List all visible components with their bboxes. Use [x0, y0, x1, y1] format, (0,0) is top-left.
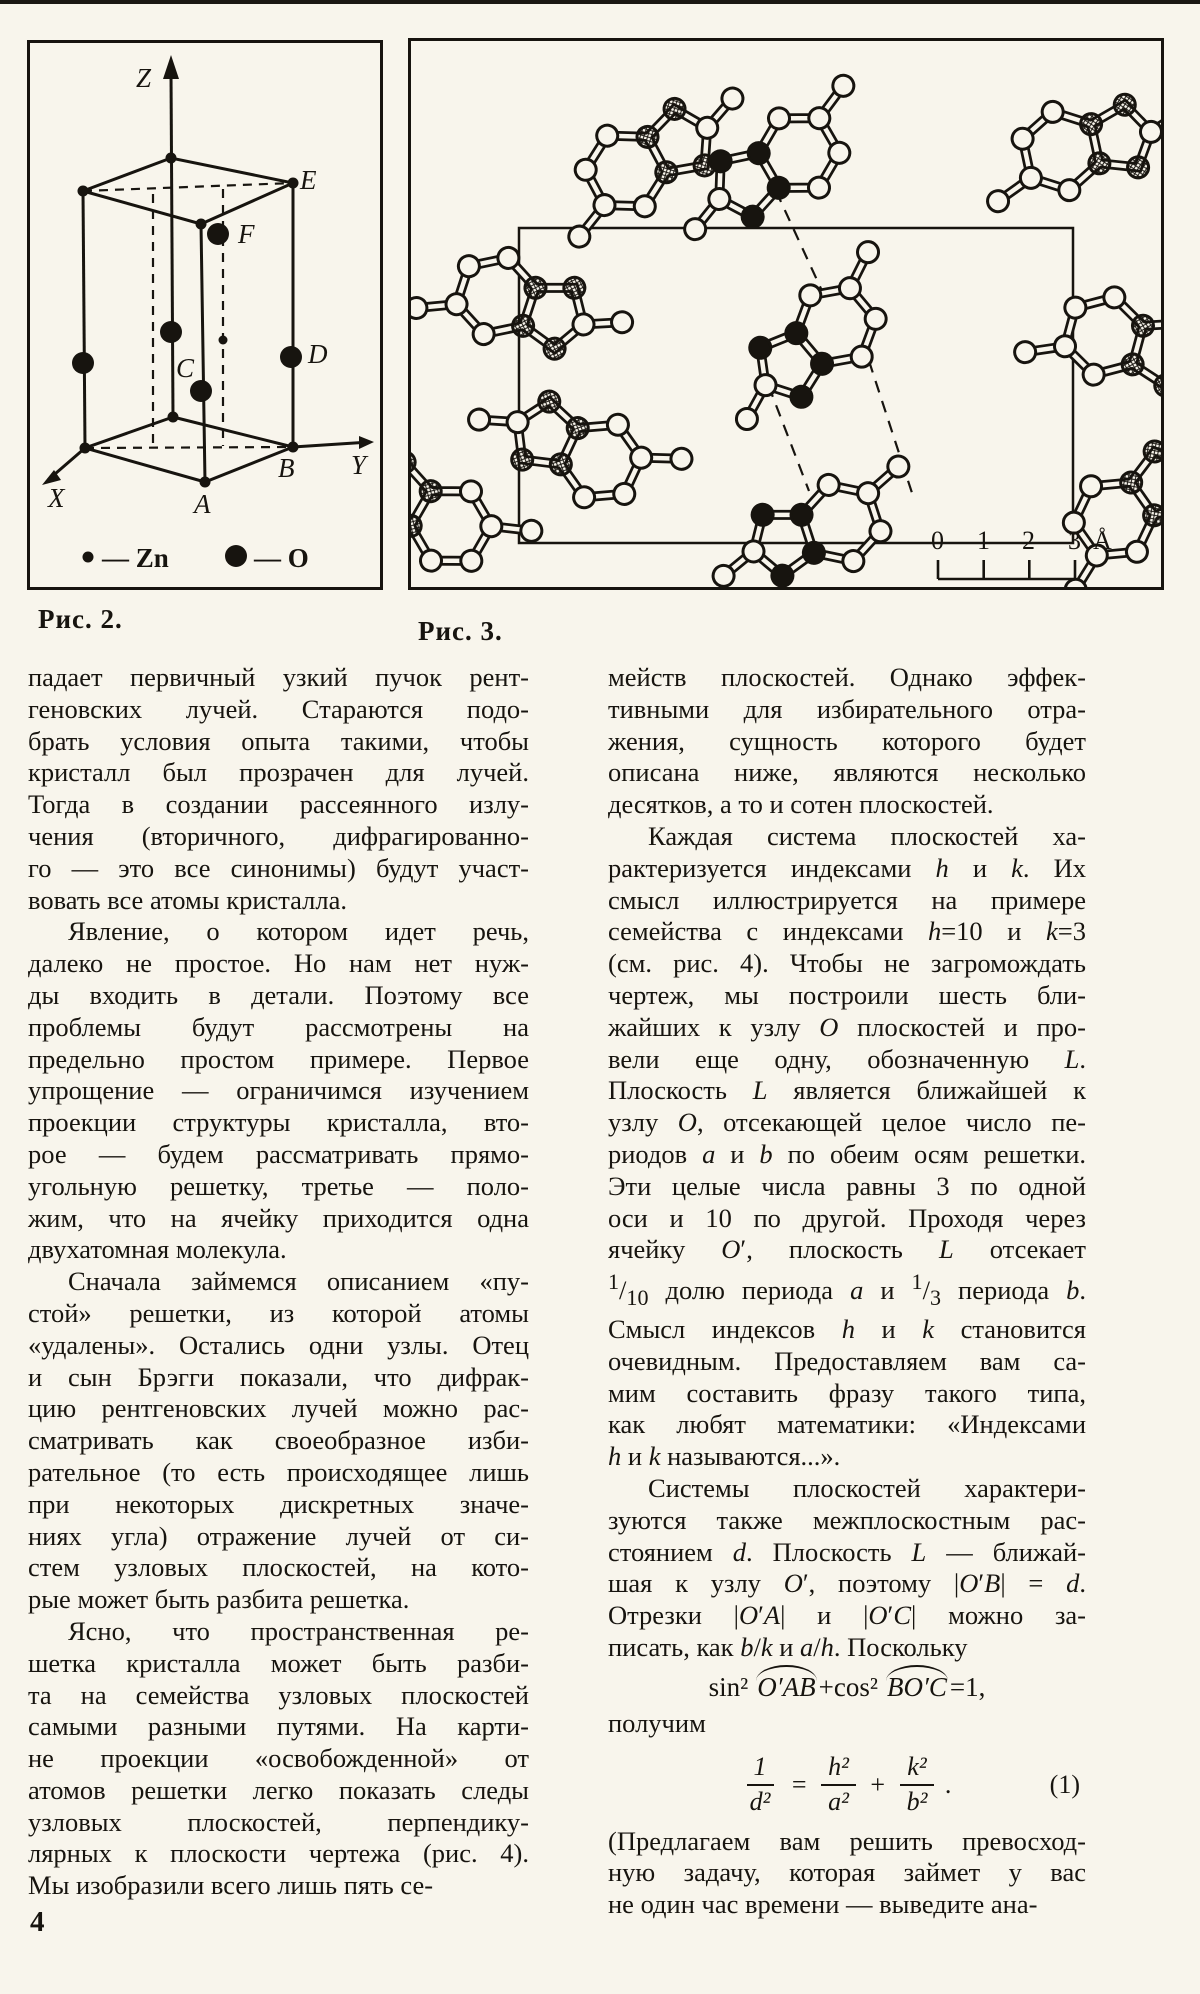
- paragraph: получим: [608, 1707, 706, 1738]
- scale-unit-angstrom: Å: [1093, 526, 1112, 555]
- fraction-k2-b2: $\frac{\text{k²}}{\text{b²}}$: [900, 1753, 935, 1815]
- o-legend-dot: [225, 545, 247, 567]
- zn-legend-label: — Zn: [102, 543, 169, 573]
- paragraph: Системы плоскостей характери- зуются также межплоскостным рас- стоянием d. Плоскость L — ближай- шая к узлу O′, поэтому |O′B| = d. Отрезки |O′A| и |O′C| можно за- писать, как b/k и a/h. Поскольку: [608, 1473, 1087, 1663]
- axis-arrowheads: [42, 55, 374, 485]
- legend: [83, 543, 309, 573]
- paragraph: Ясно, что пространственная ре- шетка кристалла может быть разби- та на семейства узловых плоскостей самыми разными путями. На карти- не проекции «освобожденной» от атомов решетки легко показать следы узловых плоскостей, перпендику- лярных к плоскости чертежа (рис. 4). Мы изобразили всего лишь пять се-: [28, 1615, 529, 1901]
- cell-edges: [48, 73, 370, 482]
- molecule: [694, 449, 935, 587]
- molecule: [411, 413, 548, 587]
- figure-2-crystal-cell: [27, 40, 383, 590]
- fraction-h2-a2: $\frac{\text{h²}}{\text{a²}}$: [821, 1753, 856, 1815]
- scale-tick-0: 0: [931, 526, 944, 555]
- scale-tick-1: 1: [977, 526, 990, 555]
- point-c-label: C: [176, 353, 195, 383]
- plus-sign: +: [870, 1769, 886, 1799]
- paragraph: Сначала займемся описанием «пу- стой» решетки, из которой атомы «удалены». Остались одни узлы. Отец и сын Брэгги показали, что дифрак- цию рентгеновских лучей можно рас- сматривать как своеобразное изби- рательное (то есть происходящее лишь при некоторых дискретных значе- ниях угла) отражение лучей от си- стем узловых плоскостей, на кото- рые может быть разбита решетка.: [28, 1266, 529, 1615]
- z-axis-label: Z: [136, 63, 152, 93]
- angle-arc-boc: BO′C: [884, 1672, 950, 1704]
- molecule: [454, 357, 697, 542]
- paragraph: Явление, о котором идет речь, далеко не простое. Но нам нет нуж- ды входить в детали. Поэтому все проблемы будут рассмотрены на предельно простом примере. Первое упрощение — ограничимся изучением проекции структуры кристалла, вто- рое — будем рассматривать прямо- угольную решетку, третье — поло- жим, что на ячейку приходится одна двухатомная молекула.: [28, 916, 529, 1265]
- zn-legend-dot: [83, 552, 94, 563]
- angle-arc-oab: O′AB: [754, 1672, 818, 1704]
- formula-cos-term: +cos²: [818, 1671, 878, 1702]
- figure-3-molecular-packing: [408, 38, 1164, 590]
- zn-atoms: [78, 153, 299, 488]
- right-column-paragraphs-top: [608, 662, 1086, 1664]
- molecules: [411, 61, 1161, 587]
- paragraph: мейств плоскостей. Однако эффек- тивными для избирательного отра- жения, сущность которого будет описана ниже, являются несколько десятков, а то и сотен плоскостей.: [608, 662, 1086, 820]
- page-number: 4: [30, 1906, 45, 1938]
- crystal-cell-diagram: [30, 43, 380, 587]
- o-legend-label: — O: [254, 543, 309, 573]
- equation-number: (1): [1049, 1769, 1080, 1799]
- paragraph: Каждая система плоскостей ха- рактеризуется индексами h и k. Их смысл иллюстрируется на примере семейства с индексами h=10 и k=3 (см. рис. 4). Чтобы не загромождать чертеж, мы построили шесть бли- жайших к узлу O плоскостей и про- вели еще одну, обозначенную L. Плоскость L является ближайшей к узлу O, отсекающей целое число пе- риодов a и b по обеим осям решетки. Эти целые числа равны 3 по одной оси и 10 по другой. Проходя через ячейку O′, плоскость L отсекает $^1/_{10}$ долю периода a и $^1/_3$ периода b. Смысл индексов h и k становится очевидным. Предоставляем вам са- мим составить фразу такого типа, как любят математики: «Индексами h и k называются...».: [608, 820, 1087, 1472]
- interplanar-distance-formula: [608, 1753, 1086, 1815]
- figure-2-caption: Рис. 2.: [38, 604, 123, 634]
- molecule: [411, 222, 643, 386]
- sin-cos-identity-formula: [608, 1672, 1086, 1704]
- right-text-column: [608, 662, 1086, 1921]
- point-e-label: E: [300, 165, 317, 195]
- paragraph: (Предлагаем вам решить превосход- ную задачу, которая займет у вас не один час времени — выведите ана-: [608, 1825, 1086, 1920]
- y-axis-label: Y: [351, 450, 367, 480]
- point-d-label: D: [308, 339, 328, 369]
- paragraph: падает первичный узкий пучок рент- геновских лучей. Стараются подо- брать условия опыта такими, чтобы кристалл был прозрачен для лучей. Тогда в создании рассеянного излу- чения (вторичного, дифрагированно- го — это все синонимы) будут участ- вовать все атомы кристалла.: [28, 662, 529, 915]
- formula-equals-one: =1,: [949, 1671, 986, 1702]
- x-axis-label: X: [48, 483, 65, 513]
- point-f-label: F: [238, 219, 255, 249]
- scale-tick-2: 2: [1022, 526, 1035, 555]
- figure-3-caption: Рис. 3.: [418, 616, 503, 646]
- equals-sign: =: [791, 1769, 807, 1799]
- right-column-paragraphs-bottom: [608, 1826, 1086, 1921]
- hidden-edges-dashed: [83, 183, 293, 448]
- fraction-1-d2: $\frac{1}{\text{d²}}$: [743, 1753, 778, 1815]
- molecule: [1017, 398, 1161, 587]
- left-text-column: [28, 662, 529, 1902]
- page-top-rule: [0, 0, 1200, 4]
- right-column-paragraphs-mid: [608, 1708, 1086, 1740]
- formula-period: .: [944, 1769, 952, 1799]
- molecule: [697, 234, 931, 453]
- formula-sin-term: sin²: [708, 1671, 749, 1702]
- molecule: [1011, 266, 1161, 421]
- scale-tick-3: 3: [1068, 526, 1081, 555]
- point-b-label: B: [278, 453, 295, 483]
- molecule: [970, 73, 1161, 218]
- molecular-packing-diagram: [411, 41, 1161, 587]
- point-a-label: A: [194, 489, 211, 519]
